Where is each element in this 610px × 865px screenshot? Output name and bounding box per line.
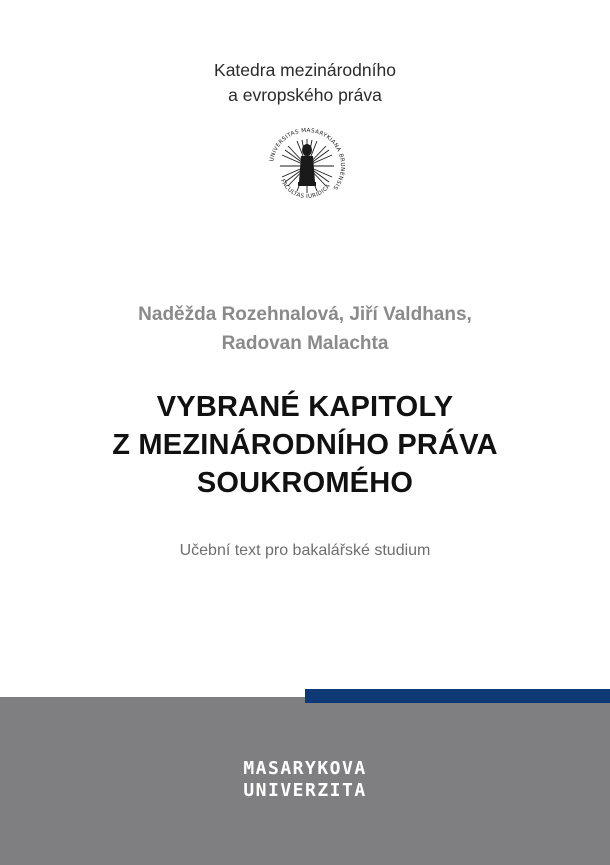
publisher-line-1: MASARYKOVA <box>243 758 367 779</box>
book-title <box>0 388 610 502</box>
publisher-logo <box>0 758 610 802</box>
authors-line-2: Radovan Malachta <box>221 333 389 354</box>
title-line-3: SOUKROMÉHO <box>196 467 414 499</box>
authors <box>0 300 610 358</box>
title-line-1: VYBRANÉ KAPITOLY <box>156 391 454 423</box>
department-line-1: Katedra mezinárodního <box>214 60 396 80</box>
authors-line-1: Naděžda Rozehnalová, Jiří Valdhans, <box>138 304 472 325</box>
publisher-line-2: UNIVERZITA <box>243 780 367 801</box>
seal-inner-text: FACULTAS IURIDICA <box>279 178 332 201</box>
university-seal-icon <box>265 124 349 208</box>
accent-bar <box>305 689 610 703</box>
seal-outer-text: UNIVERSITAS MASARYKIANA BRUNENSIS <box>269 127 346 191</box>
department-name <box>0 58 610 108</box>
book-subtitle: Učební text pro bakalářské studium <box>179 542 431 559</box>
department-line-2: a evropského práva <box>228 85 382 105</box>
title-line-2: Z MEZINÁRODNÍHO PRÁVA <box>112 429 498 461</box>
